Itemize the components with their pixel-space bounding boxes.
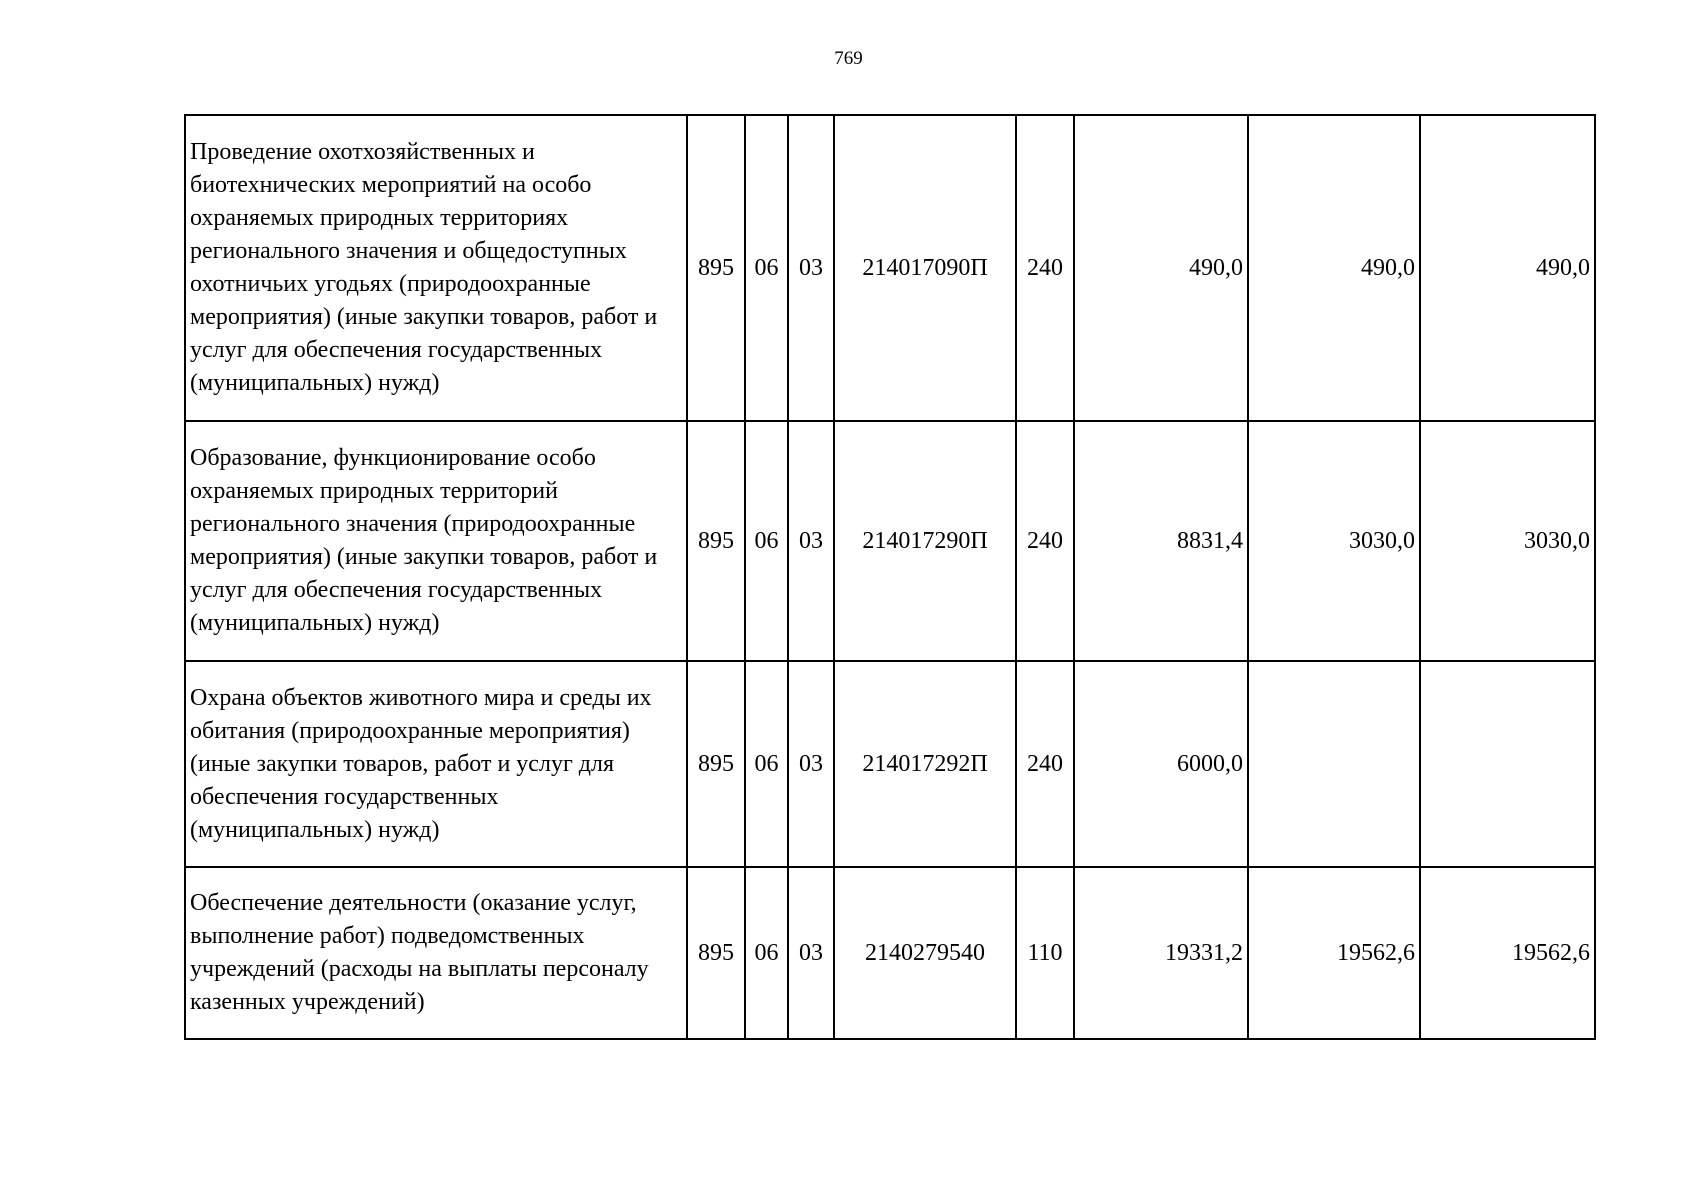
sum-year-3: 19562,6 <box>1420 867 1595 1039</box>
target-item-code: 214017290П <box>834 421 1016 661</box>
sum-year-3: 490,0 <box>1420 115 1595 421</box>
sum-year-2: 490,0 <box>1248 115 1420 421</box>
ministry-code: 895 <box>687 661 745 867</box>
sum-year-1: 490,0 <box>1074 115 1248 421</box>
sum-year-1: 6000,0 <box>1074 661 1248 867</box>
section-code: 06 <box>745 115 788 421</box>
subsection-code: 03 <box>788 115 834 421</box>
sum-year-3: 3030,0 <box>1420 421 1595 661</box>
row-description: Проведение охотхозяйственных и биотехнических мероприятий на особо охраняемых природных территориях регионального значения и общедоступных охотничьих угодьях (природоохранные мероприятия) (иные закупки товаров, работ и услуг для обеспечения государственных (муниципальных) нужд) <box>185 115 687 421</box>
table-row <box>185 421 1595 661</box>
subsection-code: 03 <box>788 867 834 1039</box>
sum-year-2: 3030,0 <box>1248 421 1420 661</box>
expense-type-code: 240 <box>1016 661 1074 867</box>
sum-year-2 <box>1248 661 1420 867</box>
expense-type-code: 240 <box>1016 115 1074 421</box>
ministry-code: 895 <box>687 115 745 421</box>
expense-type-code: 110 <box>1016 867 1074 1039</box>
section-code: 06 <box>745 867 788 1039</box>
row-description: Обеспечение деятельности (оказание услуг, выполнение работ) подведомственных учреждений (расходы на выплаты персоналу казенных учреждений) <box>185 867 687 1039</box>
target-item-code: 214017292П <box>834 661 1016 867</box>
sum-year-3 <box>1420 661 1595 867</box>
row-description: Охрана объектов животного мира и среды их обитания (природоохранные мероприятия) (иные закупки товаров, работ и услуг для обеспечения государственных (муниципальных) нужд) <box>185 661 687 867</box>
target-item-code: 2140279540 <box>834 867 1016 1039</box>
expense-type-code: 240 <box>1016 421 1074 661</box>
subsection-code: 03 <box>788 661 834 867</box>
ministry-code: 895 <box>687 867 745 1039</box>
table-row <box>185 115 1595 421</box>
section-code: 06 <box>745 661 788 867</box>
sum-year-1: 8831,4 <box>1074 421 1248 661</box>
table-row <box>185 661 1595 867</box>
subsection-code: 03 <box>788 421 834 661</box>
table-row <box>185 867 1595 1039</box>
budget-table <box>184 114 1596 1040</box>
sum-year-2: 19562,6 <box>1248 867 1420 1039</box>
sum-year-1: 19331,2 <box>1074 867 1248 1039</box>
row-description: Образование, функционирование особо охраняемых природных территорий регионального значения (природоохранные мероприятия) (иные закупки товаров, работ и услуг для обеспечения государственных (муниципальных) нужд) <box>185 421 687 661</box>
section-code: 06 <box>745 421 788 661</box>
page-number: 769 <box>834 48 863 69</box>
ministry-code: 895 <box>687 421 745 661</box>
target-item-code: 214017090П <box>834 115 1016 421</box>
